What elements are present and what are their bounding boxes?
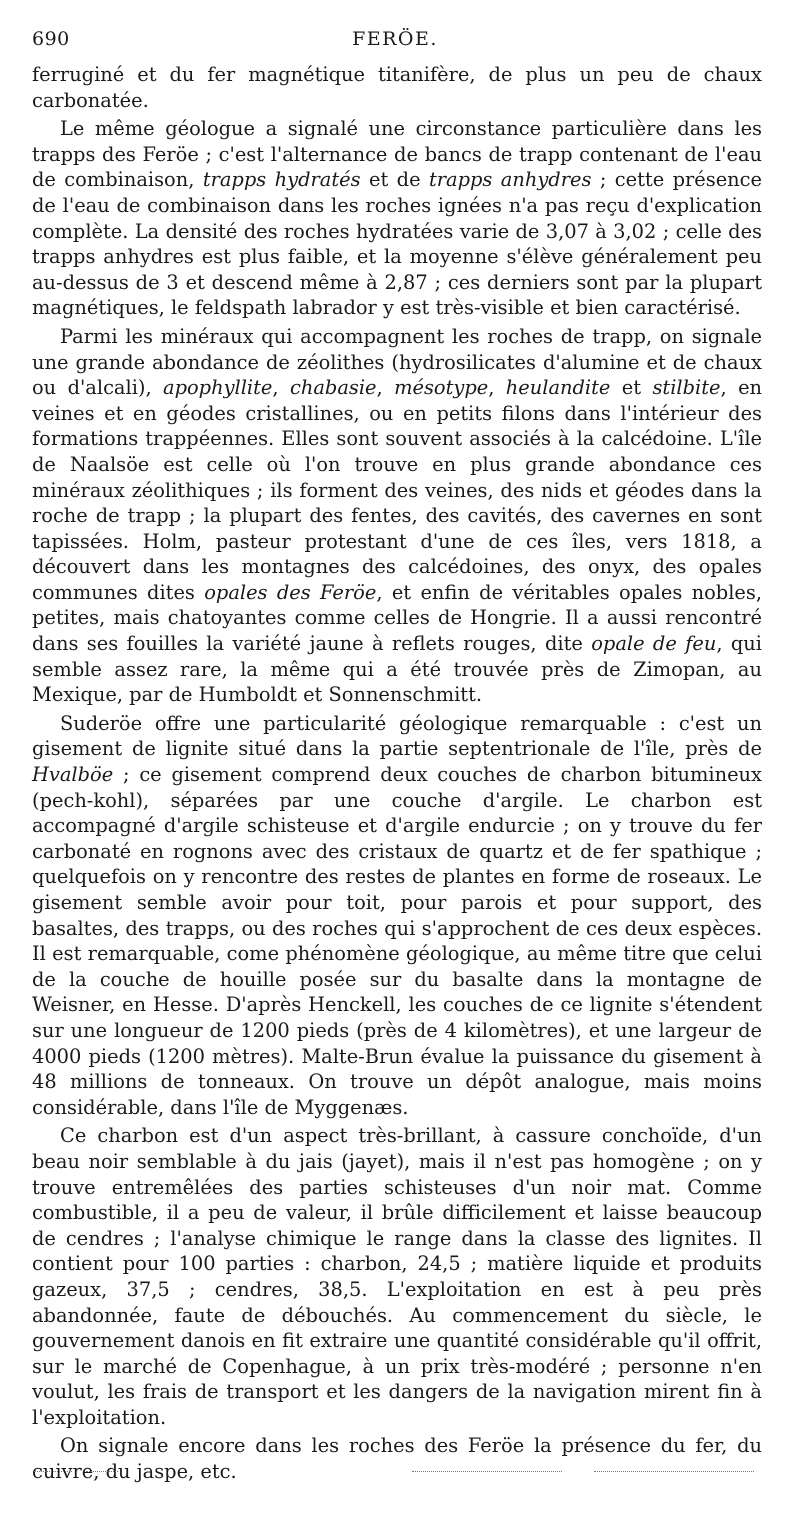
paragraph: [32, 1123, 762, 1430]
text-run: Suderöe offre une particularité géologique remarquable : c'est un gisement de lignite situé dans la partie septentrionale de l'île, près de: [32, 711, 762, 761]
body-text: [32, 62, 762, 1488]
italic-term: chabasie: [290, 376, 377, 400]
text-run: Parmi les minéraux qui accompagnent les roches de trapp, on signale une grande abondance de zéolithes (hydrosilicates d'alumine et de chaux ou d'alcali),: [32, 324, 762, 400]
page-number: 690: [32, 28, 70, 50]
italic-term: apophyllite: [163, 376, 273, 400]
italic-term: stilbite: [652, 376, 721, 400]
italic-term: heulandite: [505, 376, 611, 400]
italic-term: mésotype: [394, 376, 489, 400]
text-run: ; cette présence de l'eau de combinaison dans les roches ignées n'a pas reçu d'explication complète. La densité des roches hydratées varie de 3,07 à 3,02 ; celle des trapps anhydres est plus faible, et la moyenne s'élève généralement peu au-dessus de 3 et descend même à 2,87 ; ces derniers sont par la plupart magnétiques, le feldspath labrador y est très-visible et bien caractérisé.: [32, 168, 763, 320]
text-run: Le même géologue a signalé une circonstance particulière dans les trapps des Feröe ; c'est l'alternance de bancs de trapp contenant de l'eau de combinaison,: [32, 117, 762, 192]
italic-term: trapps hydratés: [202, 168, 361, 192]
text-run: ,: [272, 376, 290, 400]
paragraph: [32, 116, 762, 321]
paragraph: [32, 324, 762, 708]
italic-term: Hvalböe: [32, 763, 114, 787]
text-run: , qui semble assez rare, la même qui a été trouvée près de Zimopan, au Mexique, par de Humboldt et Sonnenschmitt.: [32, 632, 762, 707]
text-run: et de: [360, 168, 429, 192]
text-run: Ce charbon est d'un aspect très-brillant, à cassure conchoïde, d'un beau noir semblable à du jais (jayet), mais il n'est pas homogène ; on y trouve entremêlées des parties schisteuses d'un noir mat. Comme combustible, il a peu de valeur, il brûle difficilement et laisse beaucoup de cendres ; l'analyse chimique le range dans la classe des lignites. Il contient pour 100 parties : charbon, 24,5 ; matière liquide et produits gazeux, 37,5 ; cendres, 38,5. L'exploitation en est à peu près abandonnée, faute de débouchés. Au commencement du siècle, le gouvernement danois en fit extraire une quantité considérable qu'il offrit, sur le marché de Copenhague, à un prix très-modéré ; personne n'en voulut, les frais de transport et les dangers de la navigation mirent fin à l'exploitation.: [32, 1124, 762, 1429]
text-run: ; ce gisement comprend deux couches de charbon bitumineux (pech-kohl), séparées par une couche d'argile. Le charbon est accompagné d'argile schisteuse et d'argile endurcie ; on y trouve du fer carbonaté en rognons avec des cristaux de quartz et de fer spathique ; quelquefois on y rencontre des restes de plantes en forme de roseaux. Le gisement semble avoir pour toit, pour parois et pour support, des basaltes, des trapps, ou des roches qui s'approchent de ces deux espèces. Il est remarquable, come phénomène géologique, au même titre que celui de la couche de houille posée sur du basalte dans la montagne de Weisner, en Hesse. D'après Henckell, les couches de ce lignite s'étendent sur une longueur de 1200 pieds (près de 4 kilomètres), et une largeur de 4000 pieds (1200 mètres). Malte-Brun évalue la puissance du gisement à 48 millions de tonneaux. On trouve un dépôt analogue, mais moins considérable, dans l'île de Myggenæs.: [32, 763, 762, 1119]
italic-term: opale de feu: [591, 632, 717, 656]
text-run: , et enfin de véritables opales nobles, petites, mais chatoyantes comme celles de Hongrie. Il a aussi rencontré dans ses fouilles la variété jaune à reflets rouges, dite: [32, 580, 763, 656]
italic-term: trapps anhydres: [428, 168, 592, 192]
text-run: ,: [376, 376, 395, 400]
text-run: , en veines et en géodes cristallines, ou en petits filons dans l'intérieur des formations trappéennes. Elles sont souvent associés à la calcédoine. L'île de Naalsöe est celle où l'on trouve en plus grande abondance ces minéraux zéolithiques ; ils forment des veines, des nids et géodes dans la roche de trapp ; la plupart des fentes, des cavités, des cavernes en sont tapissées. Holm, pasteur protestant d'une de ces îles, vers 1818, a découvert dans les montagnes des calcédoines, des onyx, des opales communes dites: [32, 376, 763, 604]
paragraph: [32, 62, 762, 113]
italic-term: opales des Feröe: [204, 580, 377, 604]
footer-dotted-rule: [34, 1471, 764, 1477]
text-run: et: [610, 376, 653, 400]
paragraph: [32, 711, 762, 1121]
running-title: FERÖE.: [352, 28, 438, 50]
text-run: On signale encore dans les roches des Feröe la présence du fer, du cuivre, du jaspe, etc.: [32, 1434, 762, 1484]
text-run: ferruginé et du fer magnétique titanifère, de plus un peu de chaux carbonatée.: [32, 63, 762, 112]
page-header: [30, 28, 760, 58]
text-run: ,: [488, 376, 506, 400]
